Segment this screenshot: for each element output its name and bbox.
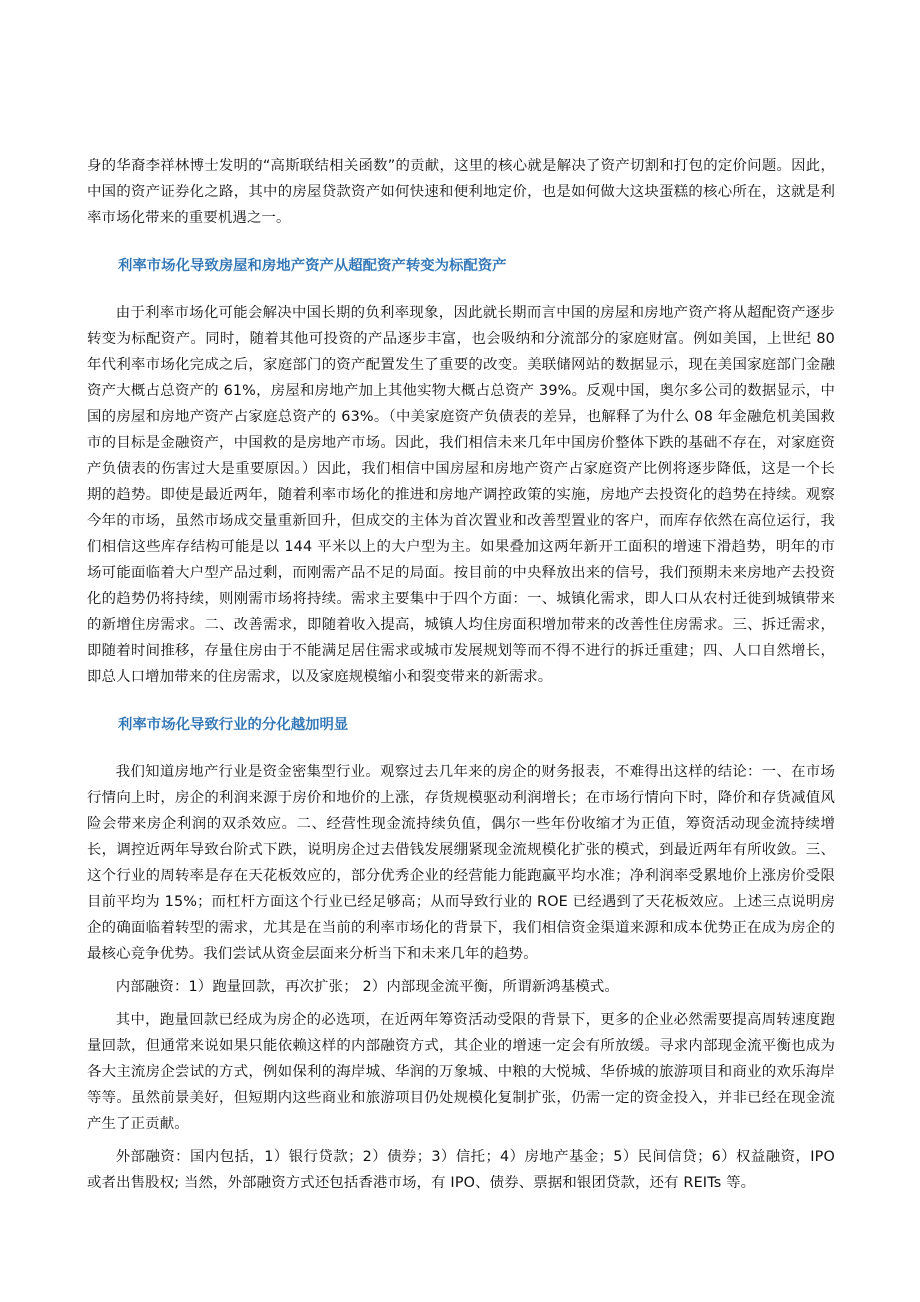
document-page [87,153,835,1196]
body-paragraph: 外部融资：国内包括，1）银行贷款；2）债券；3）信托；4）房地产基金；5）民间信贷；6）权益融资，IPO 或者出售股权; 当然，外部融资方式还包括香港市场，有 IPO、债券、票据和银团贷款，还有 REITs 等。 [87,1149,835,1191]
spacer [87,1137,835,1144]
spacer [87,690,835,712]
body-paragraph: 由于利率市场化可能会解决中国长期的负利率现象，因此就长期而言中国的房屋和房地产资产将从超配资产逐步转变为标配资产。同时，随着其他可投资的产品逐步丰富，也会吸纳和分流部分的家庭财富。例如美国，上世纪 80 年代利率市场化完成之后，家庭部门的资产配置发生了重要的改变。美联储网站的数据显示，现在美国家庭部门金融资产大概占总资产的 61%，房屋和房地产加上其他实物大概占总资产 39%。反观中国，奥尔多公司的数据显示，中国的房屋和房地产资产占家庭总资产的 63%。（中美家庭资产负债表的差异，也解释了为什么 08 年金融危机美国救市的目标是金融资产，中国救的是房地产市场。因此，我们相信未来几年中国房价整体下跌的基础不存在，对家庭资产负债表的伤害过大是重要原因。）因此，我们相信中国房屋和房地产资产占家庭资产比例将逐步降低，这是一个长期的趋势。即使是最近两年，随着利率市场化的推进和房地产调控政策的实施，房地产去投资化的趋势在持续。观察今年的市场，虽然市场成交量重新回升，但成交的主体为首次置业和改善型置业的客户，而库存依然在高位运行，我们相信这些库存结构可能是以 144 平米以上的大户型为主。如果叠加这两年新开工面积的增速下滑趋势，明年的市场可能面临着大户型产品过剩，而刚需产品不足的局面。按目前的中央释放出来的信号，我们预期未来房地产去投资化的趋势仍将持续，则刚需市场将持续。需求主要集中于四个方面：一、城镇化需求，即人口从农村迁徙到城镇带来的新增住房需求。二、改善需求，即随着收入提高，城镇人均住房面积增加带来的改善性住房需求。三、拆迁需求，即随着时间推移，存量住房由于不能满足居住需求或城市发展规划等而不得不进行的拆迁重建；四、人口自然增长，即总人口增加带来的住房需求，以及家庭规模缩小和裂变带来的新需求。 [87,305,835,685]
spacer [87,967,835,974]
body-paragraph: 身的华裔李祥林博士发明的“高斯联结相关函数”的贡献，这里的核心就是解决了资产切割和打包的定价问题。因此，中国的资产证券化之路，其中的房屋贷款资产如何快速和便利地定价，也是如何做大这块蛋糕的核心所在，这就是利率市场化带来的重要机遇之一。 [87,158,835,226]
spacer [87,738,835,759]
body-paragraph: 内部融资：1）跑量回款，再次扩张； 2）内部现金流平衡，所谓新鸿基模式。 [115,979,619,995]
spacer [87,231,835,253]
section-heading: 利率市场化导致行业的分化越加明显 [118,717,349,733]
spacer [87,279,835,300]
spacer [87,1000,835,1007]
body-paragraph: 其中，跑量回款已经成为房企的必选项，在近两年筹资活动受限的背景下，更多的企业必然需要提高周转速度跑量回款，但通常来说如果只能依赖这样的内部融资方式，其企业的增速一定会有所放缓。寻求内部现金流平衡也成为各大主流房企尝试的方式，例如保利的海岸城、华润的万象城、中粮的大悦城、华侨城的旅游项目和商业的欢乐海岸等等。虽然前景美好，但短期内这些商业和旅游项目仍处规模化复制扩张，仍需一定的资金投入，并非已经在现金流产生了正贡献。 [87,1012,835,1132]
section-heading: 利率市场化导致房屋和房地产资产从超配资产转变为标配资产 [118,258,507,274]
body-paragraph: 我们知道房地产行业是资金密集型行业。观察过去几年来的房企的财务报表，不难得出这样的结论：一、在市场行情向上时，房企的利润来源于房价和地价的上涨，存货规模驱动利润增长；在市场行情向下时，降价和存货减值风险会带来房企利润的双杀效应。二、经营性现金流持续负值，偶尔一些年份收缩才为正值，筹资活动现金流持续增长，调控近两年导致台阶式下跌，说明房企过去借钱发展绷紧现金流规模化扩张的模式，到最近两年有所收敛。三、这个行业的周转率是存在天花板效应的，部分优秀企业的经营能力能跑赢平均水准；净利润率受累地价上涨房价受限目前平均为 15%；而杠杆方面这个行业已经足够高；从而导致行业的 ROE 已经遇到了天花板效应。上述三点说明房企的确面临着转型的需求，尤其是在当前的利率市场化的背景下，我们相信资金渠道来源和成本优势正在成为房企的最核心竞争优势。我们尝试从资金层面来分析当下和未来几年的趋势。 [87,764,835,962]
